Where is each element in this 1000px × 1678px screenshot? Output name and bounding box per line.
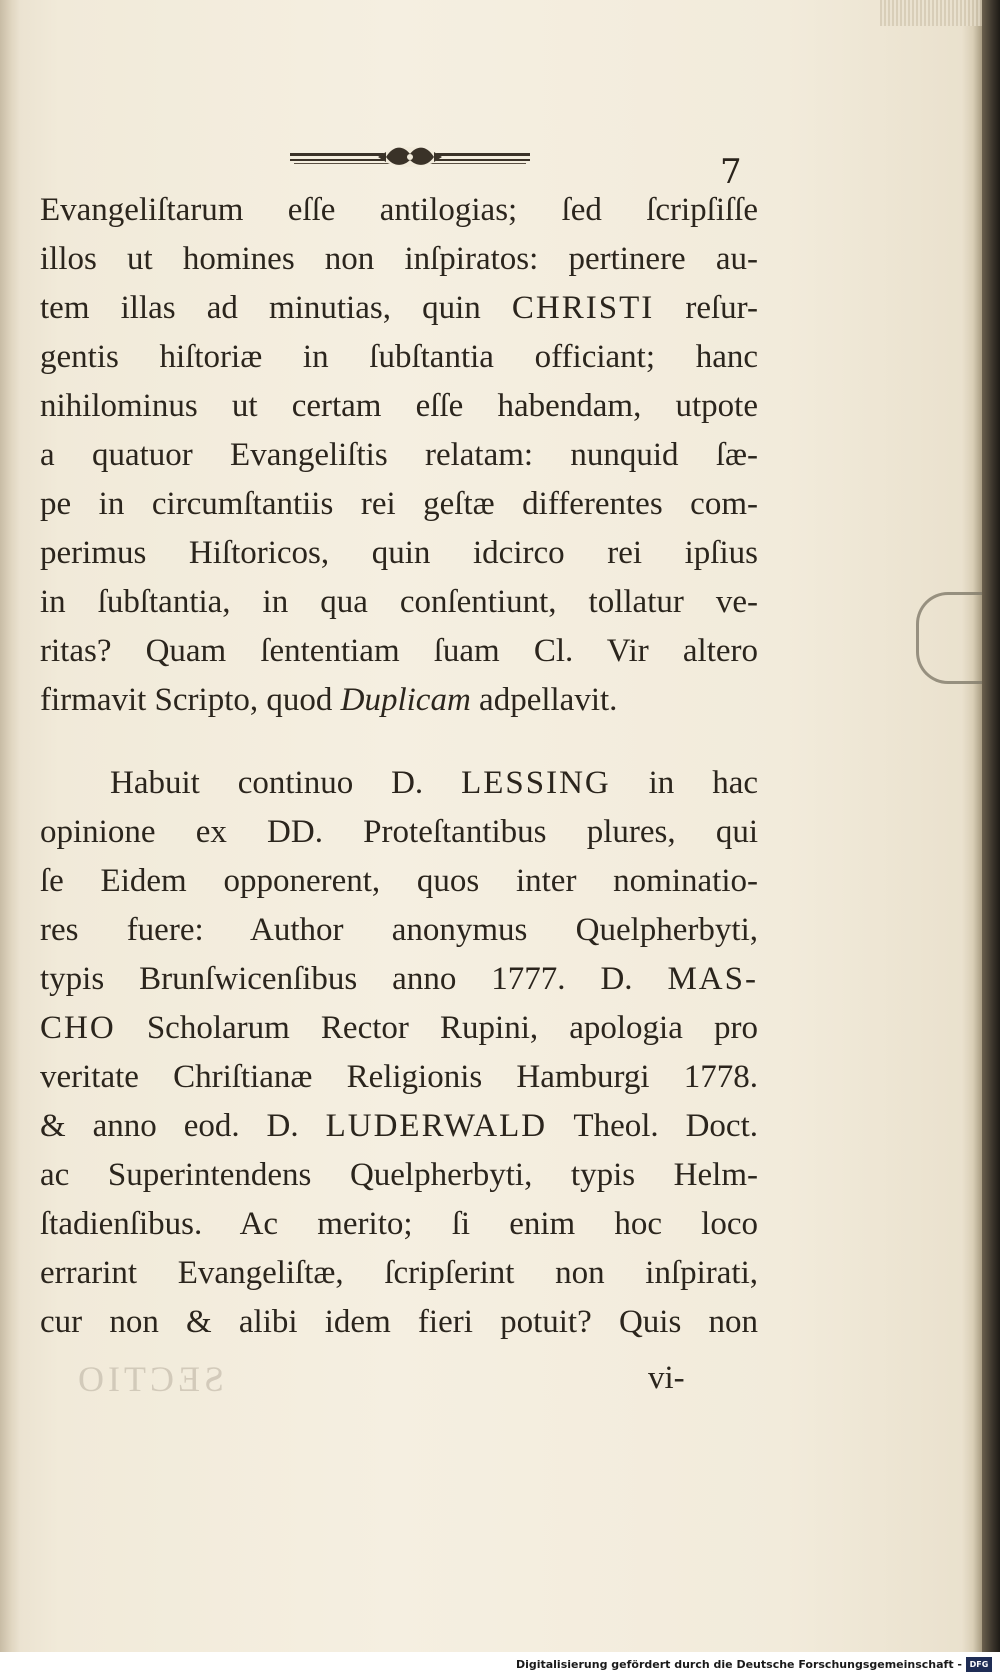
- text-run: firmavit Scripto, quod: [40, 682, 341, 718]
- text-line: pe in circumſtantiis rei geſtæ differentes com-: [40, 486, 758, 522]
- text-line: ſe Eidem opponerent, quos inter nominatio-: [40, 863, 758, 899]
- body-text: [40, 186, 758, 1347]
- page-right-edge: [962, 0, 982, 1652]
- text-line: veritate Chriſtianæ Religionis Hamburgi 1778.: [40, 1059, 758, 1095]
- text-line: ritas? Quam ſententiam ſuam Cl. Vir altero: [40, 633, 758, 669]
- text-line: [40, 676, 758, 725]
- text-line: res fuere: Author anonymus Quelpherbyti,: [40, 912, 758, 948]
- paragraph-1: [40, 186, 758, 725]
- page-clip-mark: [916, 592, 982, 684]
- bleed-through-text: SECTIO: [74, 1359, 224, 1399]
- catchword: vi-: [648, 1360, 685, 1396]
- text-line: ſtadienſibus. Ac merito; ſi enim hoc loco: [40, 1206, 758, 1242]
- text-run: in hac: [610, 765, 758, 801]
- text-line: [40, 284, 758, 333]
- text-line: perimus Hiſtoricos, quin idcirco rei ipſius: [40, 535, 758, 571]
- text-line: ac Superintendens Quelpherbyti, typis Helm-: [40, 1157, 758, 1193]
- paragraph-2: [40, 759, 758, 1347]
- text-line: [40, 759, 758, 808]
- page-number: 7: [720, 152, 742, 192]
- digitization-footer: [0, 1652, 1000, 1678]
- text-line: gentis hiſtoriæ in ſubſtantia officiant; hanc: [40, 339, 758, 375]
- text-line: in ſubſtantia, in qua conſentiunt, tollatur ve-: [40, 584, 758, 620]
- text-run: Scholarum Rector Rupini, apologia pro: [115, 1010, 758, 1046]
- text-run: Theol. Doct.: [547, 1108, 758, 1144]
- text-line: [40, 955, 758, 1004]
- text-line: errarint Evangeliſtæ, ſcripſerint non inſpirati,: [40, 1255, 758, 1291]
- small-caps-name: LESSING: [461, 765, 611, 801]
- binding-gutter: [982, 0, 1000, 1652]
- text-run: tem illas ad minutias, quin: [40, 290, 512, 326]
- funding-credit: Digitalisierung gefördert durch die Deutsche Forschungsgemeinschaft -: [515, 1658, 962, 1671]
- text-run: reſur-: [654, 290, 758, 326]
- page-left-edge: [0, 0, 20, 1652]
- text-run: & anno eod. D.: [40, 1108, 326, 1144]
- text-line: nihilominus ut certam eſſe habendam, utpote: [40, 388, 758, 424]
- text-line: opinione ex DD. Proteſtantibus plures, qui: [40, 814, 758, 850]
- text-line: cur non & alibi idem fieri potuit? Quis non: [40, 1304, 758, 1340]
- text-line: a quatuor Evangeliſtis relatam: nunquid ſæ-: [40, 437, 758, 473]
- small-caps-name: LUDERWALD: [325, 1108, 548, 1144]
- small-caps-name: CHO: [40, 1010, 116, 1046]
- text-line: [40, 1102, 758, 1151]
- text-run: typis Brunſwicenſibus anno 1777. D.: [40, 961, 668, 997]
- italic-title: Duplicam: [340, 682, 471, 718]
- text-line: Evangeliſtarum eſſe antilogias; ſed ſcripſiſſe: [40, 192, 758, 228]
- text-line: illos ut homines non inſpiratos: pertinere au-: [40, 241, 758, 277]
- small-caps-name: MAS-: [667, 961, 758, 997]
- headpiece-ornament-icon: [290, 140, 530, 174]
- text-line: [40, 1004, 758, 1053]
- small-caps-name: CHRISTI: [511, 290, 655, 326]
- dfg-logo: DFG: [966, 1657, 992, 1672]
- text-run: Habuit continuo D.: [110, 765, 462, 801]
- page-stack-edge: [880, 0, 982, 26]
- text-run: adpellavit.: [470, 682, 618, 718]
